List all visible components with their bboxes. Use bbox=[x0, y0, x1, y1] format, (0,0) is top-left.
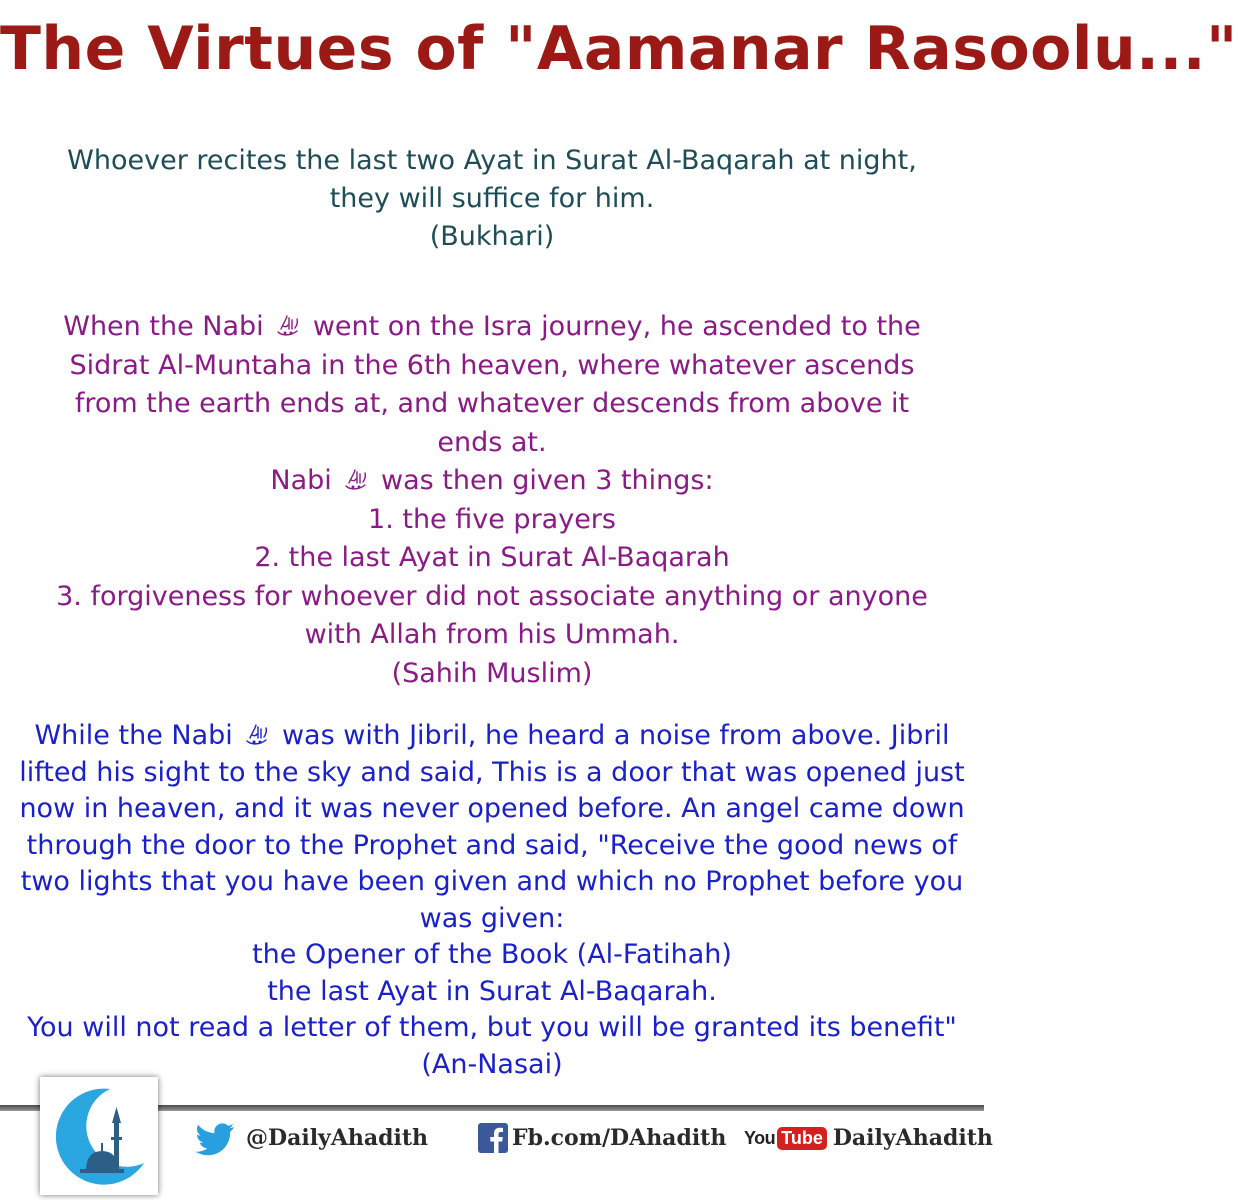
hadith-line: through the door to the Prophet and said, "Receive the good news of bbox=[26, 829, 958, 861]
hadith-line: You will not read a letter of them, but you will be granted its benefit" bbox=[27, 1012, 957, 1043]
youtube-link[interactable] bbox=[744, 1120, 993, 1156]
brand-logo bbox=[40, 1077, 158, 1195]
hadith-sahih-muslim bbox=[18, 308, 966, 693]
crescent-mosque-logo bbox=[40, 1077, 158, 1195]
list-item: 2. the last Ayat in Surat Al-Baqarah bbox=[254, 542, 730, 573]
hadith-line: While the Nabi was with Jibril, he heard a noise from above. Jibril bbox=[34, 720, 950, 751]
hadith-line: they will suffice for him. bbox=[329, 183, 655, 214]
twitter-link[interactable] bbox=[196, 1120, 428, 1156]
twitter-bird-icon bbox=[196, 1122, 236, 1154]
youtube-logo-tube: Tube bbox=[777, 1127, 827, 1150]
hadith-source: (Bukhari) bbox=[429, 221, 555, 252]
hadith-source: (Sahih Muslim) bbox=[391, 657, 593, 689]
hadith-line: lifted his sight to the sky and said, This is a door that was opened just bbox=[19, 756, 965, 788]
page-title: The Virtues of "Aamanar Rasoolu..." bbox=[0, 14, 1238, 84]
salawat-calligraphy-icon bbox=[244, 723, 270, 747]
hadith-source: (An-Nasai) bbox=[421, 1048, 563, 1080]
facebook-f-icon bbox=[478, 1123, 508, 1153]
salawat-calligraphy-icon bbox=[343, 468, 369, 492]
facebook-link[interactable] bbox=[478, 1120, 726, 1156]
hadith-bukhari bbox=[18, 142, 966, 256]
hadith-line: Sidrat Al-Muntaha in the 6th heaven, where whatever ascends bbox=[69, 349, 915, 381]
youtube-logo-you: You bbox=[744, 1127, 776, 1148]
hadith-line: ends at. bbox=[437, 426, 547, 458]
hadith-line: the Opener of the Book (Al-Fatihah) bbox=[252, 939, 732, 970]
hadith-line: Nabi was then given 3 things: bbox=[270, 465, 714, 496]
youtube-channel: DailyAhadith bbox=[832, 1125, 993, 1151]
hadith-line: Whoever recites the last two Ayat in Surat Al-Baqarah at night, bbox=[67, 145, 917, 176]
hadith-line: the last Ayat in Surat Al-Baqarah. bbox=[267, 975, 717, 1007]
hadith-line: was given: bbox=[419, 902, 565, 934]
list-item: 1. the five prayers bbox=[368, 503, 616, 535]
hadith-line: two lights that you have been given and which no Prophet before you bbox=[20, 866, 964, 897]
hadith-line: from the earth ends at, and whatever descends from above it bbox=[74, 388, 910, 419]
twitter-handle: @DailyAhadith bbox=[246, 1125, 429, 1151]
facebook-handle: Fb.com/DAhadith bbox=[512, 1125, 727, 1151]
hadith-line: now in heaven, and it was never opened before. An angel came down bbox=[19, 793, 965, 824]
hadith-an-nasai bbox=[18, 718, 966, 1083]
salawat-calligraphy-icon bbox=[275, 314, 301, 338]
list-item: 3. forgiveness for whoever did not associate anything or anyone bbox=[56, 580, 928, 612]
hadith-line: with Allah from his Ummah. bbox=[304, 619, 680, 650]
hadith-line: When the Nabi went on the Isra journey, he ascended to the bbox=[63, 311, 921, 342]
